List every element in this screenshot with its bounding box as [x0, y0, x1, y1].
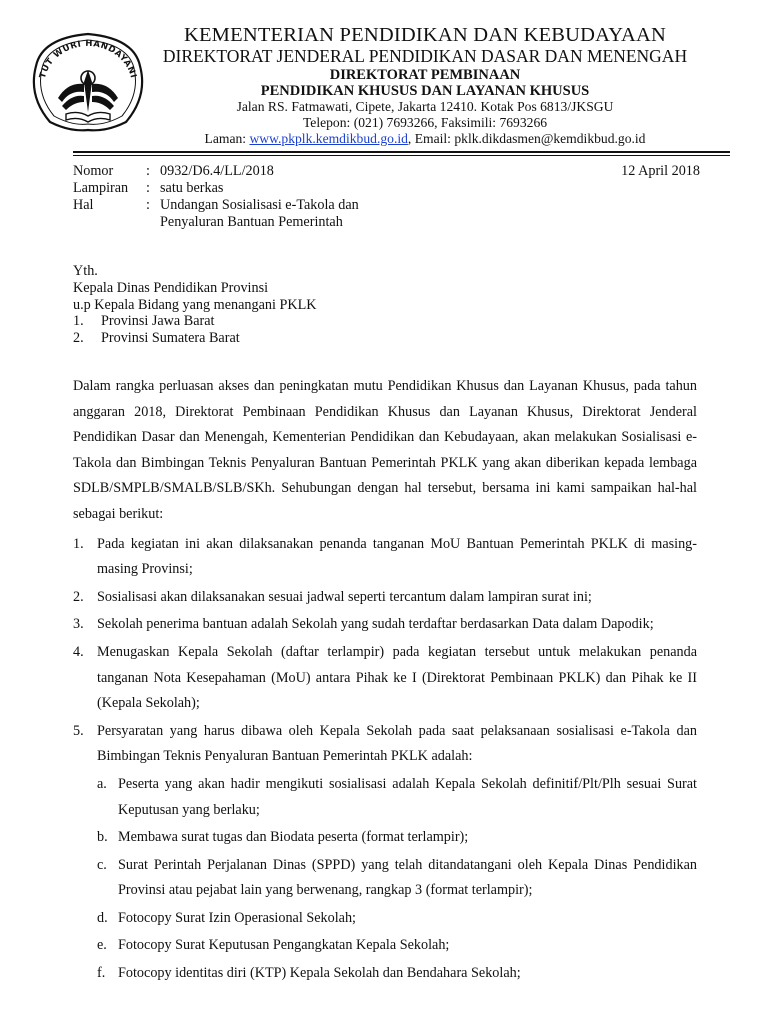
item-text: Menugaskan Kepala Sekolah (daftar terlampir) pada kegiatan tersebut untuk melakukan penanda tanganan Nota Kesepahaman (MoU) antara Pihak ke I (Direktorat Pembinaan PKLK) dan Pihak ke II (Kepala Sekolah);	[97, 643, 697, 712]
list-item	[73, 640, 697, 717]
sub-list-item	[97, 772, 697, 823]
sub-item-text: Surat Perintah Perjalanan Dinas (SPPD) yang telah ditandatangani oleh Kepala Dinas Pendidikan Provinsi atau pejabat lain yang berwenang, rangkap 3 (format terlampir);	[118, 856, 697, 899]
hal-value-line1: Undangan Sosialisasi e-Takola dan	[160, 197, 359, 213]
lampiran-label: Lampiran	[73, 180, 129, 196]
letterhead-divider-thin	[73, 155, 730, 156]
hal-value	[160, 197, 703, 231]
website-prefix: Laman:	[204, 131, 250, 147]
meta-nomor	[73, 163, 703, 180]
directorate-general-name: DIREKTORAT JENDERAL PENDIDIKAN DASAR DAN MENENGAH	[162, 45, 688, 66]
sub-list-item	[97, 961, 697, 987]
sub-list-item	[97, 853, 697, 904]
directorate-name-line1: DIREKTORAT PEMBINAAN	[329, 66, 521, 83]
numbered-list	[73, 532, 697, 987]
meta-lampiran	[73, 180, 703, 197]
letterhead-phone: Telepon: (021) 7693266, Faksimili: 7693266	[302, 115, 548, 131]
item-text: Pada kegiatan ini akan dilaksanakan penanda tanganan MoU Bantuan Pemerintah PKLK di masing-masing Provinsi;	[97, 535, 697, 578]
list-item	[73, 532, 697, 583]
list-item	[73, 612, 697, 638]
colon: :	[146, 197, 150, 213]
province-item	[73, 313, 317, 330]
letterhead-address: Jalan RS. Fatmawati, Cipete, Jakarta 12410. Kotak Pos 6813/JKSGU	[236, 99, 614, 115]
item-number: 4.	[73, 643, 84, 660]
sub-item-text: Membawa surat tugas dan Biodata peserta (format terlampir);	[118, 829, 469, 846]
svg-text:TUT WURI HANDAYANI: TUT WURI HANDAYANI	[37, 38, 139, 80]
province-number: 1.	[73, 313, 84, 330]
letterhead-divider-thick	[73, 151, 730, 153]
sub-list-item	[97, 825, 697, 851]
hal-value-line2: Penyaluran Bantuan Pemerintah	[160, 214, 343, 230]
letter-meta	[73, 163, 703, 231]
list-item	[73, 585, 697, 611]
letterhead-contact	[140, 131, 710, 147]
letter-date: 12 April 2018	[621, 163, 700, 179]
website-link[interactable]: www.pkplk.kemdikbud.go.id	[249, 131, 408, 147]
item-number: 5.	[73, 722, 84, 739]
sub-item-letter: e.	[97, 937, 107, 954]
sub-item-text: Peserta yang akan hadir mengikuti sosialisasi adalah Kepala Sekolah definitif/Plt/Plh sesuai Surat Keputusan yang berlaku;	[118, 775, 697, 818]
item-number: 2.	[73, 588, 84, 605]
sub-item-letter: f.	[97, 965, 106, 982]
sub-item-letter: a.	[97, 775, 107, 792]
intro-paragraph: Dalam rangka perluasan akses dan peningkatan mutu Pendidikan Khusus dan Layanan Khusus, pada tahun anggaran 2018, Direktorat Pembinaan Pendidikan Khusus dan Layanan Khusus, Direktorat Jenderal Pendidikan Dasar dan Menengah, Kementerian Pendidikan dan Kebudayaan, akan melakukan Sosialisasi e-Takola dan Bimbingan Teknis Penyaluran Bantuan Pemerintah PKLK yang akan diberikan kepada lembaga SDLB/SMPLB/SMALB/SLB/SKh. Sehubungan dengan hal tersebut, bersama ini kami sampaikan hal-hal sebagai berikut:	[73, 378, 697, 522]
item-text: Persyaratan yang harus dibawa oleh Kepala Sekolah pada saat pelaksanaan sosialisasi e-Takola dan Bimbingan Teknis Penyaluran Bantuan Pemerintah PKLK adalah:	[97, 722, 697, 765]
province-name: Provinsi Sumatera Barat	[101, 330, 240, 347]
colon: :	[146, 163, 150, 179]
addressee-line2: u.p Kepala Bidang yang menangani PKLK	[73, 296, 317, 313]
sub-item-letter: b.	[97, 829, 108, 846]
hal-label: Hal	[73, 197, 94, 213]
sub-list-item	[97, 906, 697, 932]
colon: :	[146, 180, 150, 196]
nomor-value: 0932/D6.4/LL/2018	[160, 163, 274, 179]
item-number: 3.	[73, 616, 84, 633]
province-item	[73, 330, 317, 347]
tut-wuri-handayani-logo	[22, 26, 154, 134]
email-text: , Email: pklk.dikdasmen@kemdikbud.go.id	[407, 131, 646, 147]
item-text: Sosialisasi akan dilaksanakan sesuai jadwal seperti tercantum dalam lampiran surat ini;	[97, 588, 592, 605]
sub-item-letter: d.	[97, 909, 108, 926]
directorate-name-line2: PENDIDIKAN KHUSUS DAN LAYANAN KHUSUS	[260, 82, 590, 99]
province-name: Provinsi Jawa Barat	[101, 313, 215, 330]
sub-list-item	[97, 933, 697, 959]
item-text: Sekolah penerima bantuan adalah Sekolah yang sudah terdaftar berdasarkan Data dalam Dapodik;	[97, 616, 654, 633]
nomor-label: Nomor	[73, 163, 114, 179]
item-number: 1.	[73, 535, 84, 552]
sub-item-text: Fotocopy identitas diri (KTP) Kepala Sekolah dan Bendahara Sekolah;	[118, 965, 521, 982]
letter-body	[73, 374, 697, 989]
letterhead	[140, 24, 710, 147]
sub-item-text: Fotocopy Surat Izin Operasional Sekolah;	[118, 909, 356, 926]
ministry-name: KEMENTERIAN PENDIDIKAN DAN KEBUDAYAAN	[183, 24, 667, 46]
addressee-line1: Kepala Dinas Pendidikan Provinsi	[73, 279, 269, 296]
list-item	[73, 719, 697, 770]
sub-item-text: Fotocopy Surat Keputusan Pengangkatan Kepala Sekolah;	[118, 937, 450, 954]
sub-item-letter: c.	[97, 856, 107, 873]
meta-hal	[73, 197, 703, 231]
lampiran-value: satu berkas	[160, 180, 224, 196]
salutation: Yth.	[73, 263, 98, 279]
province-number: 2.	[73, 330, 84, 347]
sub-list	[97, 772, 697, 987]
addressee	[73, 263, 317, 347]
